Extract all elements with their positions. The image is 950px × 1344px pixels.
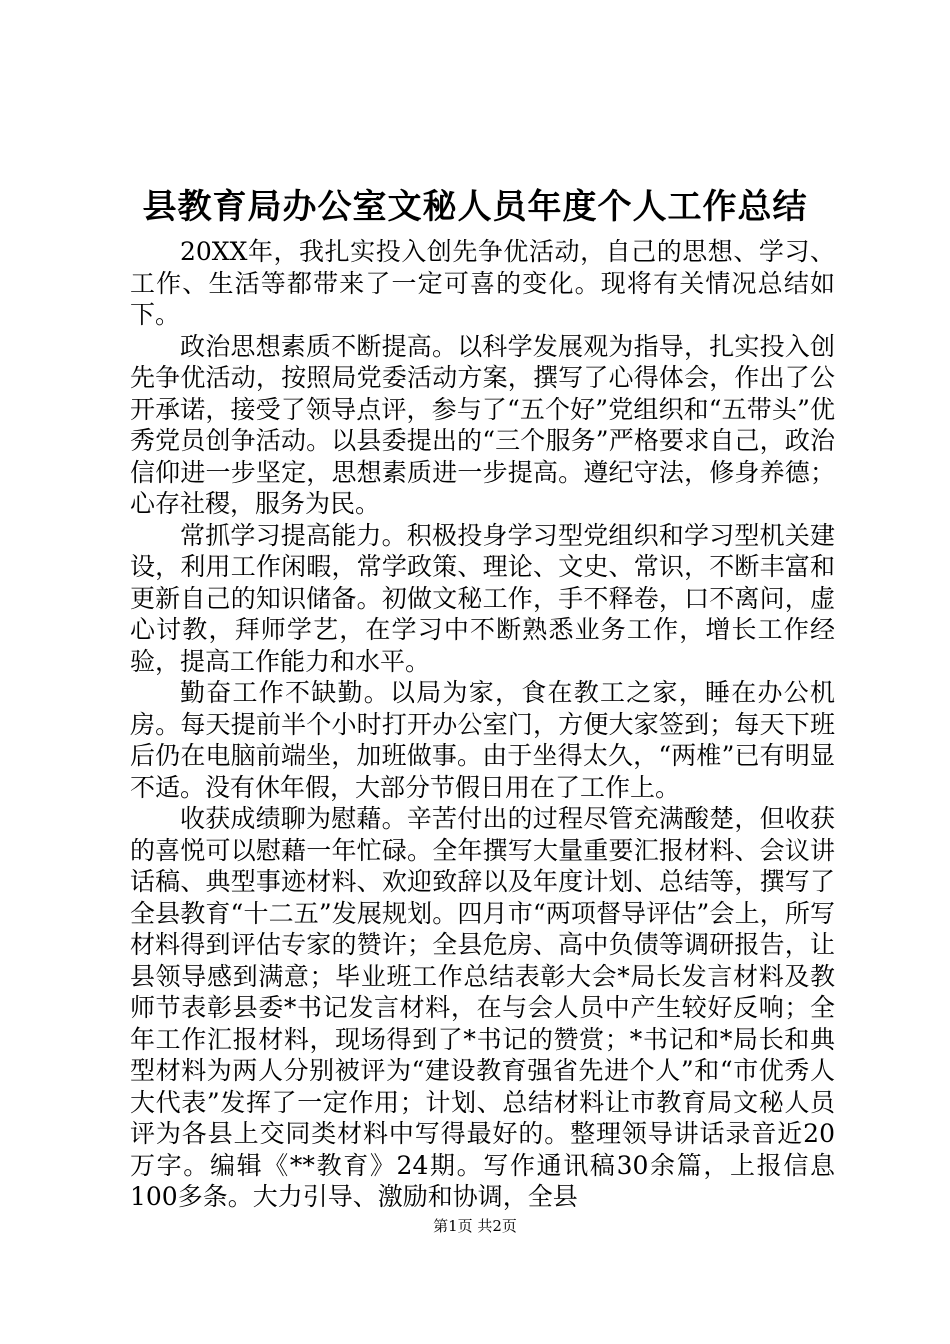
paragraph-intro: 20XX年，我扎实投入创先争优活动，自己的思想、学习、工作、生活等都带来了一定可喜的变化。现将有关情况总结如下。 xyxy=(130,237,835,329)
paragraph-diligent-work: 勤奋工作不缺勤。以局为家，食在教工之家，睡在办公机房。每天提前半个小时打开办公室门，方便大家签到；每天下班后仍在电脑前端坐，加班做事。由于坐得太久，“两椎”已有明显不适。没有休年假，大部分节假日用在了工作上。 xyxy=(130,678,835,802)
paragraph-study: 常抓学习提高能力。积极投身学习型党组织和学习型机关建设，利用工作闲暇，常学政策、理论、文史、常识，不断丰富和更新自己的知识储备。初做文秘工作，手不释卷，口不离问，虚心讨教，拜师学艺，在学习中不断熟悉业务工作，增长工作经验，提高工作能力和水平。 xyxy=(130,520,835,676)
document-title: 县教育局办公室文秘人员年度个人工作总结 xyxy=(142,187,808,227)
page-number-footer: 第1页 共2页 xyxy=(433,1217,517,1235)
document-body xyxy=(130,236,835,1213)
paragraph-political-thought: 政治思想素质不断提高。以科学发展观为指导，扎实投入创先争优活动，按照局党委活动方案，撰写了心得体会，作出了公开承诺，接受了领导点评，参与了“五个好”党组织和“五带头”优秀党员创争活动。以县委提出的“三个服务”严格要求自己，政治信仰进一步坚定，思想素质进一步提高。遵纪守法，修身养德；心存社稷，服务为民。 xyxy=(130,331,835,518)
paragraph-achievements: 收获成绩聊为慰藉。辛苦付出的过程尽管充满酸楚，但收获的喜悦可以慰藉一年忙碌。全年撰写大量重要汇报材料、会议讲话稿、典型事迹材料、欢迎致辞以及年度计划、总结等，撰写了全县教育“十二五”发展规划。四月市“两项督导评估”会上，所写材料得到评估专家的赞许；全县危房、高中负债等调研报告，让县领导感到满意；毕业班工作总结表彰大会*局长发言材料及教师节表彰县委*书记发言材料，在与会人员中产生较好反响；全年工作汇报材料，现场得到了*书记的赞赏；*书记和*局长和典型材料为两人分别被评为“建设教育强省先进个人”和“市优秀人大代表”发挥了一定作用；计划、总结材料让市教育局文秘人员评为各县上交同类材料中写得最好的。整理领导讲话录音近20万字。编辑《**教育》24期。写作通讯稿30余篇，上报信息100多条。大力引导、激励和协调，全县 xyxy=(130,804,835,1211)
